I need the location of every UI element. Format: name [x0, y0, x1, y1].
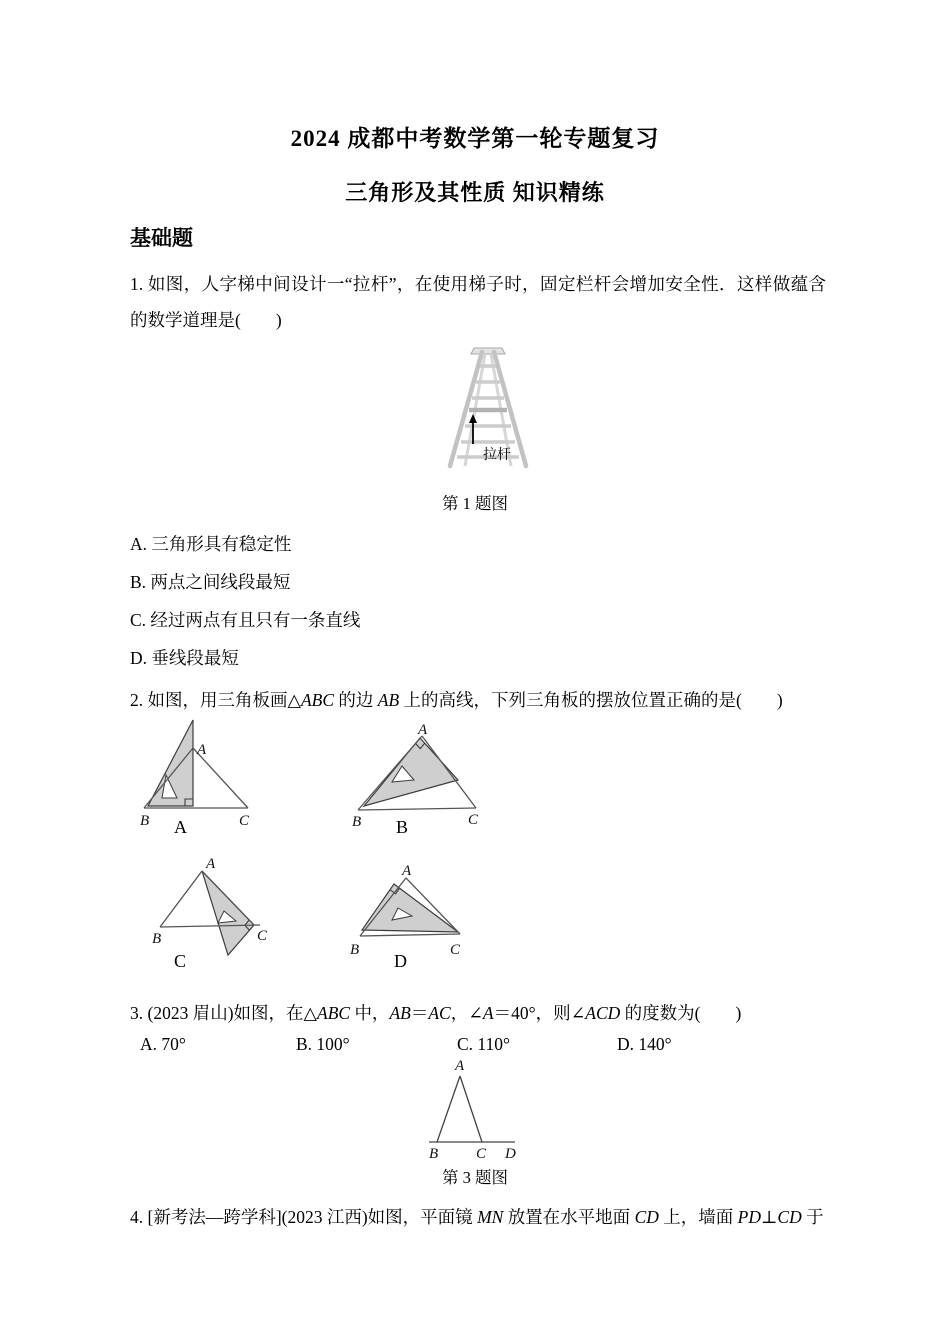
set-square — [202, 871, 254, 955]
q1-option-b: B. 两点之间线段最短 — [130, 572, 291, 592]
page-subtitle: 三角形及其性质 知识精练 — [345, 180, 605, 205]
triangle-side-bc — [358, 808, 476, 810]
triangle-side-ab — [160, 871, 202, 927]
vertex-a-label: A — [206, 856, 216, 872]
vertex-b-label: B — [429, 1146, 439, 1162]
q2-figure-c — [142, 855, 282, 973]
q2-choice-c-label: C — [174, 951, 187, 971]
triangle-side-ac — [460, 1076, 482, 1142]
q1-option-a: A. 三角形具有稳定性 — [130, 534, 292, 554]
figure-1-caption: 第 1 题图 — [442, 494, 508, 513]
q2-choice-a-label: A — [174, 817, 187, 837]
triangle-side-bc — [360, 934, 460, 936]
pull-rod-label: 拉杆 — [483, 448, 511, 463]
question-4-text: 4. [新考法—跨学科](2023 江西)如图，平面镜 MN 放置在水平地面 CD 上，墙面 PD⊥CD 于 — [130, 1207, 824, 1227]
q3-option-c: C. 110° — [457, 1034, 511, 1054]
vertex-c-label: C — [450, 942, 461, 958]
question-1-text: 1. 如图，人字梯中间设计一“拉杆”，在使用梯子时，固定栏杆会增加安全性．这样做蕴含的数学道理是( ) — [130, 274, 826, 330]
vertex-c-label: C — [257, 928, 268, 944]
vertex-b-label: B — [350, 942, 360, 958]
vertex-c-label: C — [468, 812, 479, 828]
vertex-b-label: B — [140, 813, 150, 829]
q2-figure-a — [136, 718, 256, 830]
q3-option-a: A. 70° — [140, 1034, 186, 1054]
vertex-a-label: A — [402, 863, 412, 879]
q1-option-c: C. 经过两点有且只有一条直线 — [130, 610, 361, 630]
vertex-a-label: A — [418, 722, 428, 738]
q3-option-d: D. 140° — [617, 1034, 672, 1054]
vertex-d-label: D — [505, 1146, 516, 1162]
arrow-up-icon — [469, 414, 477, 423]
figure-3-caption: 第 3 题图 — [442, 1168, 508, 1187]
question-2-text: 2. 如图，用三角板画△ABC 的边 AB 上的高线，下列三角板的摆放位置正确的是( ) — [130, 690, 783, 710]
set-square — [362, 884, 458, 932]
vertex-c-label: C — [239, 813, 250, 829]
vertex-a-label: A — [455, 1058, 465, 1074]
vertex-b-label: B — [152, 931, 162, 947]
ladder-figure — [438, 344, 538, 474]
q2-choice-d-label: D — [394, 951, 407, 971]
vertex-b-label: B — [352, 814, 362, 830]
ladder-top-cap — [471, 348, 505, 354]
vertex-c-label: C — [476, 1146, 487, 1162]
triangle-side-ab — [437, 1076, 460, 1142]
section-heading: 基础题 — [130, 226, 193, 250]
q2-choice-b-label: B — [396, 817, 409, 837]
q1-option-d: D. 垂线段最短 — [130, 648, 239, 668]
question-3-text: 3. (2023 眉山)如图，在△ABC 中，AB＝AC，∠A＝40°，则∠ACD 的度数为( ) — [130, 1003, 742, 1023]
page-title: 2024 成都中考数学第一轮专题复习 — [290, 126, 660, 151]
q3-option-b: B. 100° — [296, 1034, 350, 1054]
q3-figure — [415, 1058, 545, 1163]
q2-figure-b — [350, 722, 485, 830]
vertex-a-label: A — [197, 742, 207, 758]
q2-figure-d — [348, 862, 483, 962]
